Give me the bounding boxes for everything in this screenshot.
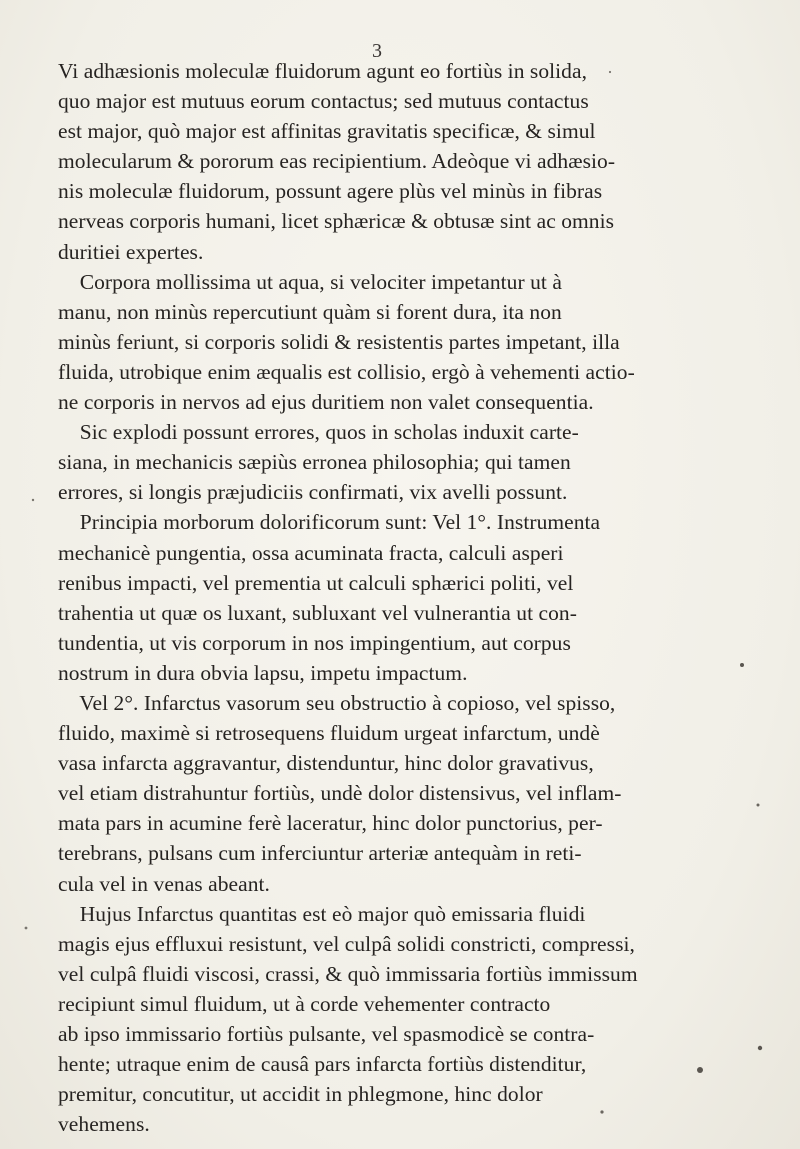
text-line: Hujus Infarctus quantitas est eò major quò emissaria fluidi (58, 901, 586, 926)
text-line: magis ejus effluxui resistunt, vel culpâ solidi constricti, compressi, (58, 931, 635, 956)
text-line: quo major est mutuus eorum contactus; sed mutuus contactus (58, 89, 589, 114)
text-line: Sic explodi possunt errores, quos in scholas induxit carte- (58, 420, 579, 445)
text-line: errores, si longis præjudiciis confirmati, vix avelli possunt. (58, 480, 568, 505)
text-line: minùs feriunt, si corporis solidi & resistentis partes impetant, illa (58, 329, 620, 354)
text-line: vel etiam distrahuntur fortiùs, undè dolor distensivus, vel inflam- (58, 781, 622, 806)
text-line: fluida, utrobique enim æqualis est collisio, ergò à vehementi actio- (58, 359, 635, 384)
text-line: nostrum in dura obvia lapsu, impetu impactum. (58, 660, 468, 685)
text-line: nis moleculæ fluidorum, possunt agere plùs vel minùs in fibras (58, 179, 603, 204)
text-line: manu, non minùs repercutiunt quàm si forent dura, ita non (58, 299, 562, 324)
text-line: ne corporis in nervos ad ejus duritiem non valet consequentia. (58, 390, 594, 415)
text-line: Corpora mollissima ut aqua, si velociter impetantur ut à (58, 269, 562, 294)
text-line: renibus impacti, vel prementia ut calculi sphærici politi, vel (58, 570, 574, 595)
text-line: terebrans, pulsans cum inferciuntur arteriæ antequàm in reti- (58, 841, 582, 866)
text-line: mechanicè pungentia, ossa acuminata fracta, calculi asperi (58, 540, 564, 565)
text-line: Vel 2°. Infarctus vasorum seu obstructio à copioso, vel spisso, (58, 690, 616, 715)
page-number: 3 (372, 40, 382, 62)
text-line: Principia morborum dolorificorum sunt: Vel 1°. Instrumenta (58, 510, 601, 535)
text-line: trahentia ut quæ os luxant, subluxant vel vulnerantia ut con- (58, 600, 577, 625)
text-line: vasa infarcta aggravantur, distenduntur, hinc dolor gravativus, (58, 751, 594, 776)
text-line: cula vel in venas abeant. (58, 871, 270, 896)
text-line: siana, in mechanicis sæpiùs erronea philosophia; qui tamen (58, 450, 571, 475)
text-line: premitur, concutitur, ut accidit in phlegmone, hinc dolor (58, 1082, 543, 1107)
text-block (58, 56, 774, 1139)
text-line: ab ipso immissario fortiùs pulsante, vel spasmodicè se contra- (58, 1022, 595, 1046)
text-line: hente; utraque enim de causâ pars infarcta fortiùs distenditur, (58, 1052, 587, 1077)
text-line: vehemens. (58, 1112, 150, 1137)
text-line: mata pars in acumine ferè laceratur, hinc dolor punctorius, per- (58, 811, 603, 836)
text-line: vel culpâ fluidi viscosi, crassi, & quò immissaria fortiùs immissum (58, 961, 638, 986)
text-line: Vi adhæsionis moleculæ fluidorum agunt eo fortiùs in solida, (58, 59, 588, 83)
text-line: est major, quò major est affinitas gravitatis specificæ, & simul (58, 119, 596, 144)
text-line: recipiunt simul fluidum, ut à corde vehementer contracto (58, 991, 551, 1016)
text-line: nerveas corporis humani, licet sphæricæ & obtusæ sint ac omnis (58, 209, 615, 234)
text-line: tundentia, ut vis corporum in nos impingentium, aut corpus (58, 630, 571, 655)
text-line: fluido, maximè si retrosequens fluidum urgeat infarctum, undè (58, 721, 600, 746)
text-line: duritiei expertes. (58, 239, 204, 264)
text-line: molecularum & pororum eas recipientium. Adeòque vi adhæsio- (58, 149, 616, 174)
